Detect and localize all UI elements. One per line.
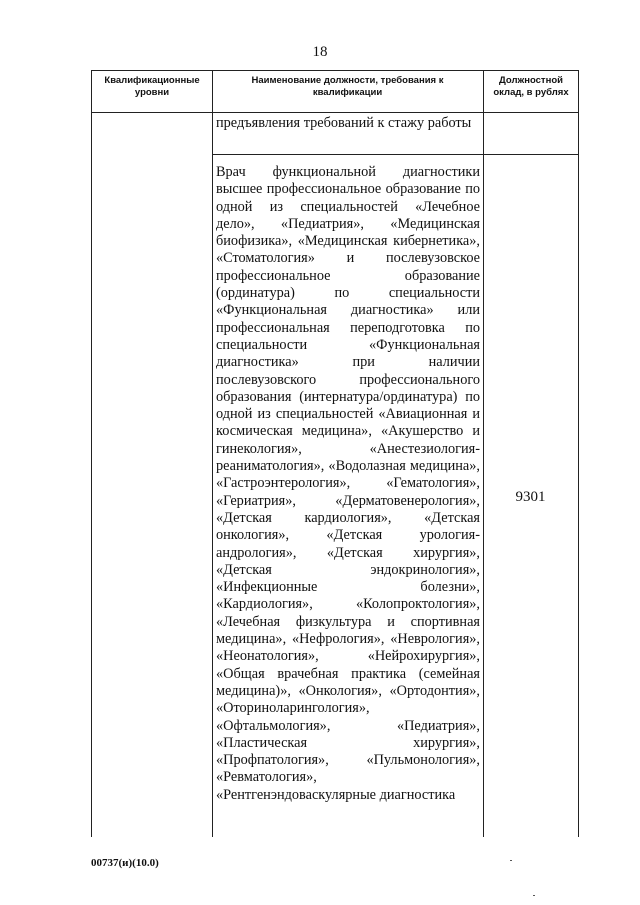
column-divider-level (212, 71, 213, 837)
row2-salary-value: 9301 (515, 489, 546, 505)
row2-requirements-text: Врач функциональной диагностики высшее профессиональное образование по одной из специальностей «Лечебное дело», «Педиатрия», «Медицинская биофизика», «Медицинская кибернетика», «Стоматология» и послевузовское профессиональное образование (ординатура) по специальности «Функциональная диагностика» или профессиональная переподготовка по специальности «Функциональная диагностика» при наличии послевузовского профессионального образования (интернатура/ординатура) по одной из специальностей «Авиационная и космическая медицина», «Акушерство и гинекология», «Анестезиология-реаниматология», «Водолазная медицина», «Гастроэнтерология», «Гематология», «Гериатрия», «Дерматовенерология», «Детская кардиология», «Детская онкология», «Детская урология-андрология», «Детская хирургия», «Детская эндокринология», «Инфекционные болезни», «Кардиология», «Колопроктология», «Лечебная физкультура и спортивная медицина», «Нефрология», «Неврология», «Неонатология», «Нейрохирургия», «Общая врачебная практика (семейная медицина)», «Онкология», «Ортодонтия», «Оториноларингология», «Офтальмология», «Педиатрия», «Пластическая хирургия», «Профпатология», «Пульмонология», «Ревматология», «Рентгенэндоваскулярные диагностика (216, 164, 480, 803)
row-divider-1 (212, 154, 578, 155)
header-divider (92, 112, 578, 113)
header-salary: Должностной оклад, в рублях (493, 75, 569, 98)
document-code: 00737(и)(10.0) (91, 857, 159, 869)
row1-requirements-text: предъявления требований к стажу работы (216, 115, 472, 131)
column-divider-salary (483, 71, 484, 837)
header-qualification-levels: Квалификационные уровни (104, 75, 200, 98)
scan-speck (510, 860, 512, 861)
qualification-table (91, 70, 579, 837)
scan-speck (533, 895, 535, 896)
page-number: 18 (312, 44, 328, 60)
header-position-requirements: Наименование должности, требования к квалификации (251, 75, 444, 98)
